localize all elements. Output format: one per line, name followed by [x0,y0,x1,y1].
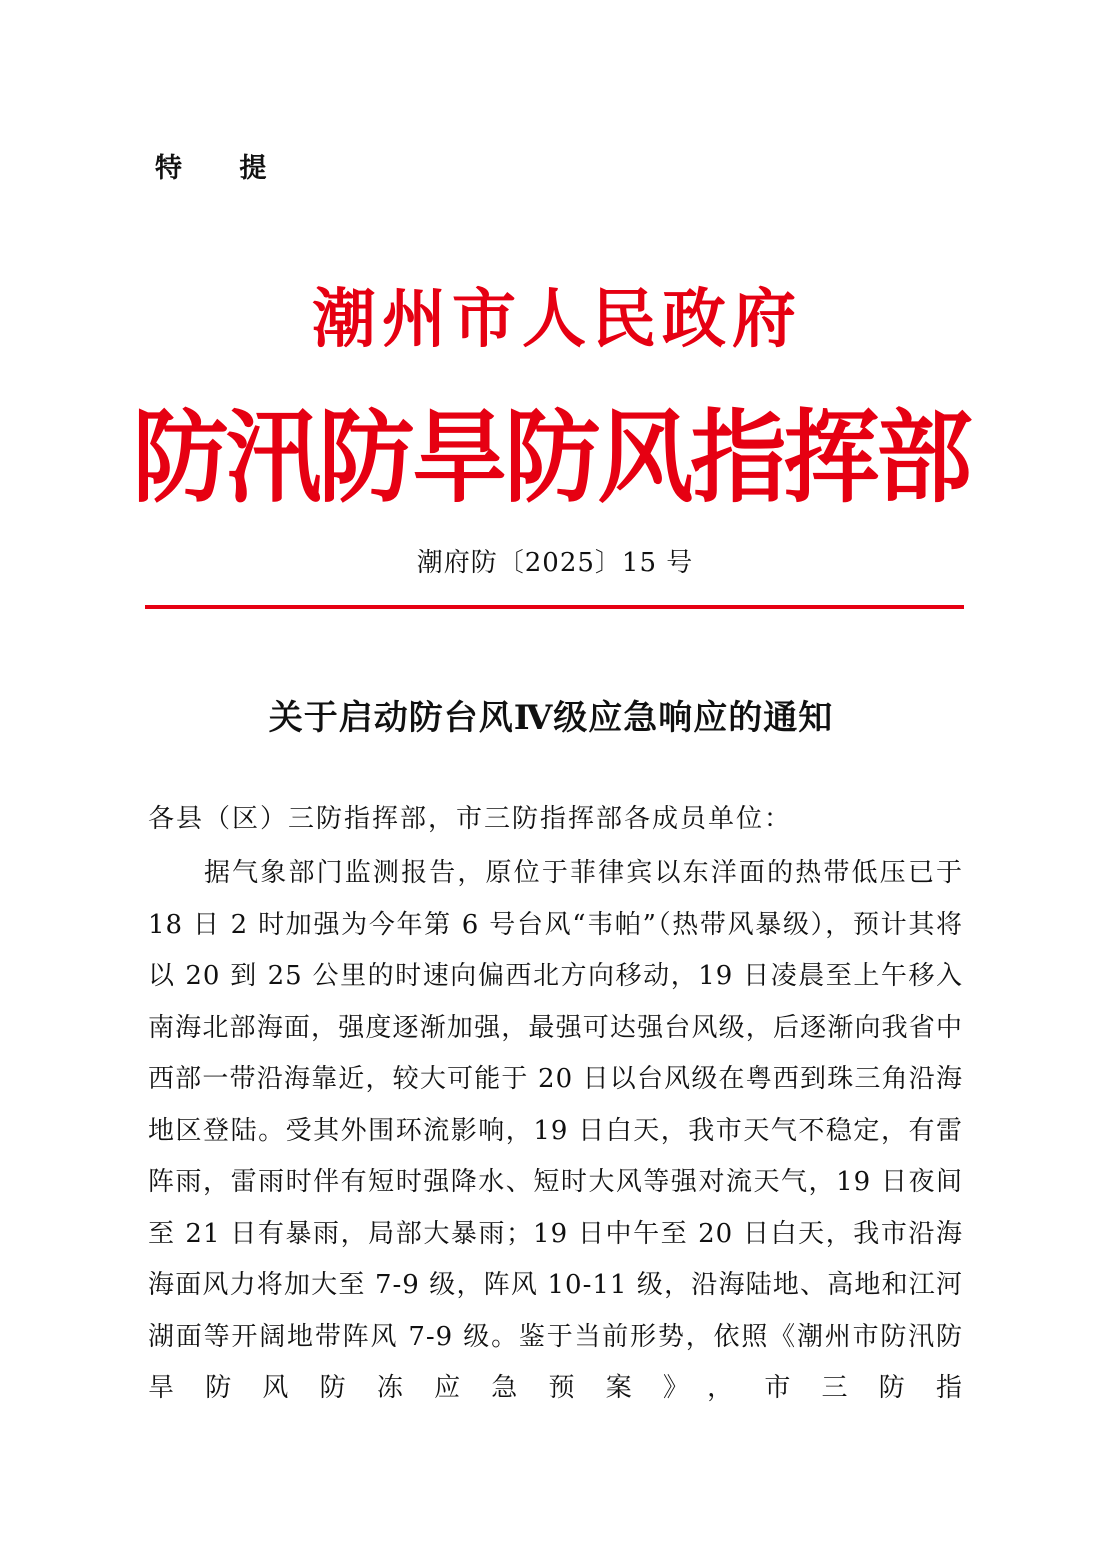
special-mark: 特 提 [155,153,291,184]
red-separator-line [145,605,964,609]
issuing-organization-line1: 潮州市人民政府 [312,282,802,357]
document-number: 潮府防〔2025〕15 号 [416,548,694,578]
recipients-line: 各县（区）三防指挥部，市三防指挥部各成员单位： [148,804,793,834]
body-paragraph: 据气象部门监测报告，原位于菲律宾以东洋面的热带低压已于 18 日 2 时加强为今年第 6 号台风“韦帕”（热带风暴级），预计其将以 20 到 25 公里的时速向偏西北方向移动，19 日凌晨至上午移入南海北部海面，强度逐渐加强，最强可达强台风级，后逐渐向我省中西部一带沿海靠近，较大可能于 20 日以台风级在粤西到珠三角沿海地区登陆。受其外围环流影响，19 日白天，我市天气不稳定，有雷阵雨，雷雨时伴有短时强降水、短时大风等强对流天气，19 日夜间至 21 日有暴雨，局部大暴雨；19 日中午至 20 日白天，我市沿海海面风力将加大至 7-9 级，阵风 10-11 级，沿海陆地、高地和江河湖面等开阔地带阵风 7-9 级。鉴于当前形势，依照《潮州市防汛防旱防风防冻应急预案》，市三防指 [148,858,963,1403]
issuing-organization-line2: 防汛防旱防风指挥部 [132,397,970,517]
document-title: 关于启动防台风Ⅳ级应急响应的通知 [268,698,834,738]
